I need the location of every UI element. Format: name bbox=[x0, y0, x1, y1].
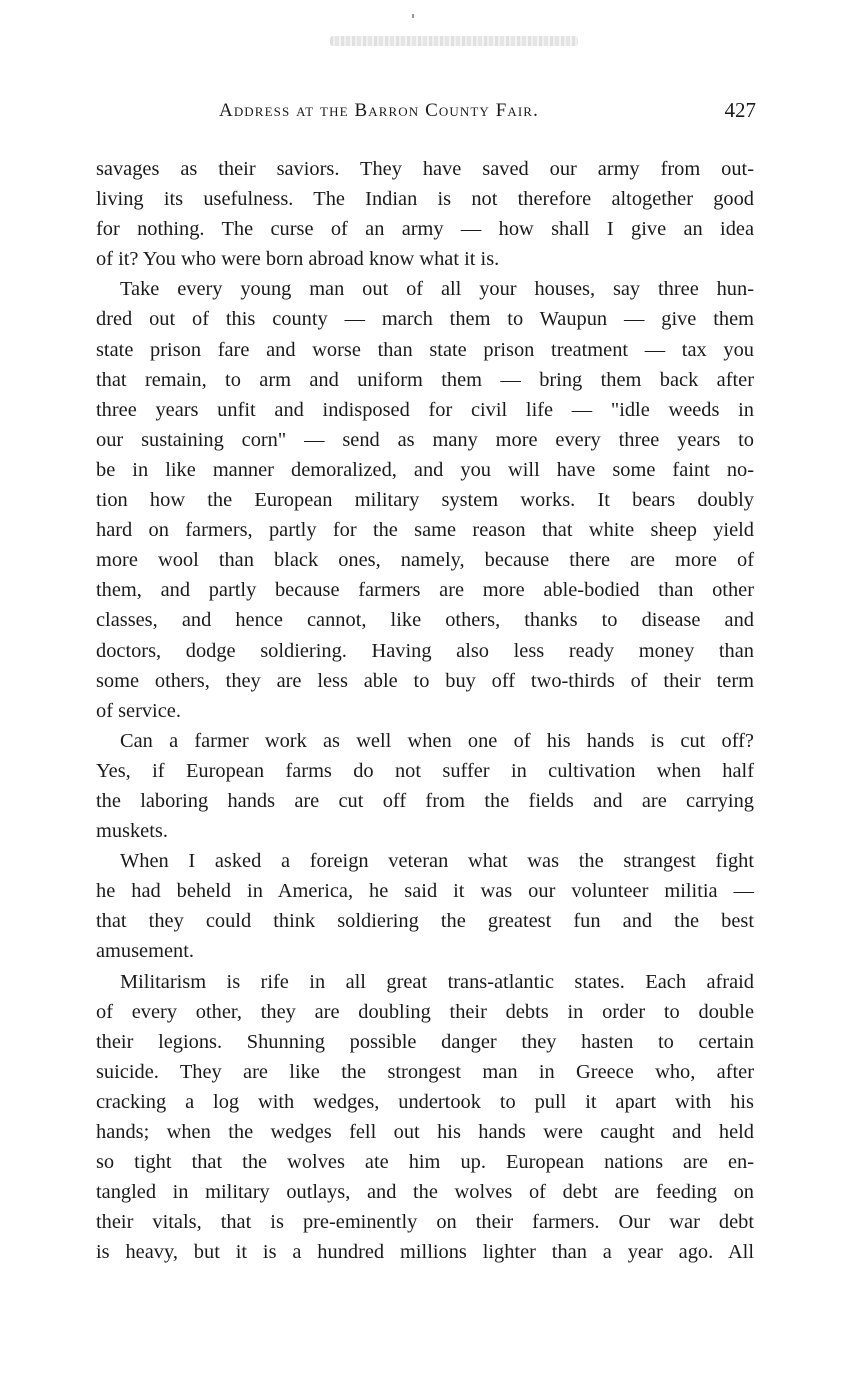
bleed-through-smudge bbox=[330, 36, 578, 46]
text-line: of every other, they are doubling their debts in order to double bbox=[96, 1000, 754, 1023]
text-line: savages as their saviors. They have saved our army from out- bbox=[96, 158, 754, 180]
text-line: tion how the European military system works. It bears doubly bbox=[96, 489, 754, 512]
text-line: muskets. bbox=[96, 820, 168, 843]
text-line: amusement. bbox=[96, 940, 194, 963]
text-line: for nothing. The curse of an army — how shall I give an idea bbox=[96, 218, 754, 241]
text-line: Yes, if European farms do not suffer in cultivation when half bbox=[96, 759, 754, 782]
text-line: of it? You who were born abroad know what it is. bbox=[96, 248, 500, 271]
text-line: dred out of this county — march them to Waupun — give them bbox=[96, 308, 754, 331]
text-line: of service. bbox=[96, 699, 181, 722]
text-line: hands; when the wedges fell out his hands were caught and held bbox=[96, 1121, 754, 1143]
text-line: suicide. They are like the strongest man in Greece who, after bbox=[96, 1060, 754, 1083]
text-line: them, and partly because farmers are more able-bodied than other bbox=[96, 579, 754, 602]
text-line: our sustaining corn" — send as many more every three years to bbox=[96, 428, 754, 451]
text-line: that they could think soldiering the greatest fun and the best bbox=[96, 910, 754, 933]
text-line: state prison fare and worse than state prison treatment — tax you bbox=[96, 338, 754, 361]
text-line: three years unfit and indisposed for civil life — "idle weeds in bbox=[96, 398, 754, 421]
text-line: he had beheld in America, he said it was our volunteer militia — bbox=[96, 880, 754, 903]
text-line: hard on farmers, partly for the same reason that white sheep yield bbox=[96, 519, 754, 542]
text-line: Militarism is rife in all great trans-atlantic states. Each afraid bbox=[120, 970, 754, 993]
text-line: tangled in military outlays, and the wolves of debt are feeding on bbox=[96, 1181, 754, 1204]
running-head: Address at the Barron County Fair. bbox=[219, 100, 539, 121]
print-speck bbox=[412, 14, 414, 18]
text-line: their vitals, that is pre-eminently on their farmers. Our war debt bbox=[96, 1211, 754, 1234]
text-line: cracking a log with wedges, undertook to pull it apart with his bbox=[96, 1090, 754, 1113]
text-line: be in like manner demoralized, and you will have some faint no- bbox=[96, 458, 754, 481]
text-line: the laboring hands are cut off from the fields and are carrying bbox=[96, 789, 754, 812]
text-line: more wool than black ones, namely, because there are more of bbox=[96, 549, 754, 572]
text-line: so tight that the wolves ate him up. European nations are en- bbox=[96, 1151, 754, 1174]
text-line: their legions. Shunning possible danger they hasten to certain bbox=[96, 1030, 754, 1053]
page-number: 427 bbox=[724, 98, 756, 122]
text-line: Can a farmer work as well when one of his hands is cut off? bbox=[120, 729, 754, 752]
text-line: When I asked a foreign veteran what was the strangest fight bbox=[120, 850, 754, 873]
text-line: living its usefulness. The Indian is not therefore altogether good bbox=[96, 188, 754, 211]
text-line: that remain, to arm and uniform them — bring them back after bbox=[96, 368, 754, 391]
text-line: doctors, dodge soldiering. Having also less ready money than bbox=[96, 639, 754, 662]
page-header bbox=[96, 100, 756, 128]
text-line: classes, and hence cannot, like others, thanks to disease and bbox=[96, 609, 754, 632]
text-line: is heavy, but it is a hundred millions lighter than a year ago. All bbox=[96, 1241, 754, 1264]
text-line: some others, they are less able to buy off two-thirds of their term bbox=[96, 669, 754, 692]
text-line: Take every young man out of all your houses, say three hun- bbox=[120, 278, 754, 301]
body-text bbox=[96, 154, 754, 1267]
